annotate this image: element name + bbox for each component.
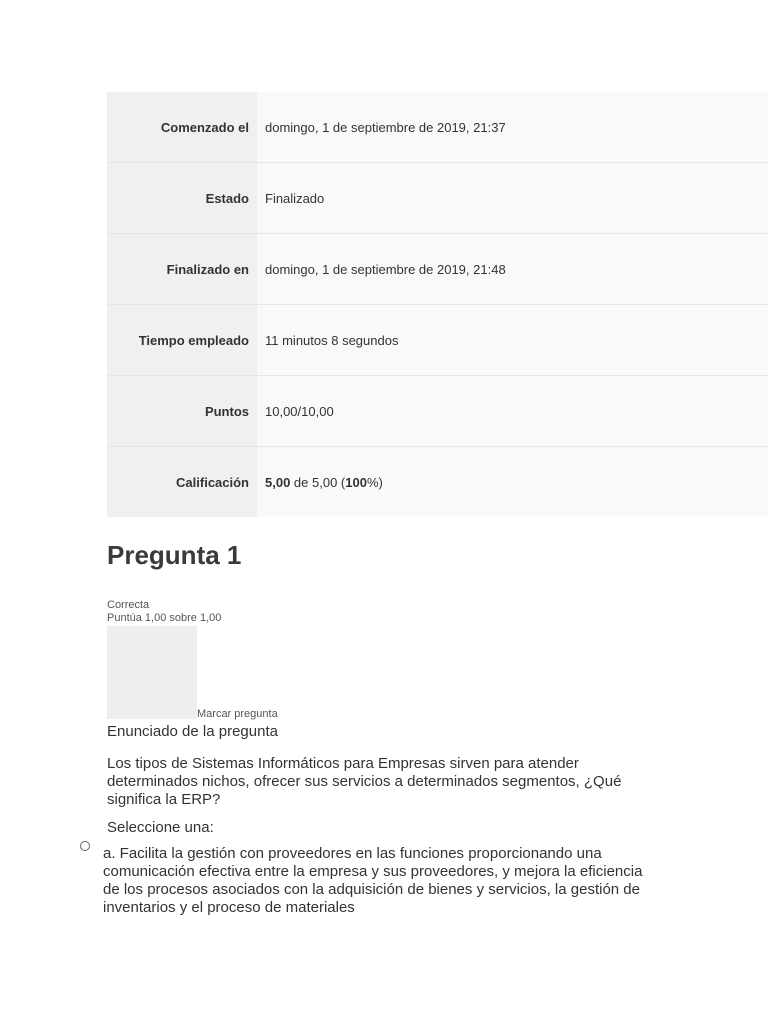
answer-radio-a[interactable] — [80, 841, 90, 851]
summary-row-started — [107, 92, 768, 163]
question-text: Los tipos de Sistemas Informáticos para Empresas sirven para atender determinados nichos, ofrecer sus servicios a determinados segmentos, ¿Qué significa la ERP? — [107, 755, 622, 808]
flag-icon[interactable] — [107, 626, 197, 719]
summary-value: domingo, 1 de septiembre de 2019, 21:48 — [257, 234, 768, 304]
summary-value: Finalizado — [257, 163, 768, 233]
summary-row-marks — [107, 376, 768, 447]
summary-label: Tiempo empleado — [107, 305, 257, 375]
answer-option-a[interactable]: a. Facilita la gestión con proveedores en las funciones proporcionando una comunicación efectiva entre la empresa y sus proveedores, y mejora la eficiencia de los procesos asociados con la adquisición de bienes y servicios, la gestión de inventarios y el proceso de materiales — [103, 845, 643, 916]
select-prompt: Seleccione una: — [107, 819, 214, 836]
summary-value: 10,00/10,00 — [257, 376, 768, 446]
summary-label: Puntos — [107, 376, 257, 446]
question-grade: Puntúa 1,00 sobre 1,00 — [107, 612, 222, 624]
summary-label: Finalizado en — [107, 234, 257, 304]
summary-row-grade — [107, 447, 768, 517]
summary-label: Calificación — [107, 447, 257, 517]
summary-label: Comenzado el — [107, 92, 257, 162]
statement-heading: Enunciado de la pregunta — [107, 723, 278, 740]
attempt-summary-table — [107, 92, 768, 517]
summary-row-state — [107, 163, 768, 234]
summary-value-grade — [257, 447, 768, 517]
summary-value: domingo, 1 de septiembre de 2019, 21:37 — [257, 92, 768, 162]
flag-question-link[interactable]: Marcar pregunta — [197, 708, 278, 720]
summary-value: 11 minutos 8 segundos — [257, 305, 768, 375]
summary-row-time-taken — [107, 305, 768, 376]
grade-score: 5,00 — [265, 474, 291, 490]
question-title: Pregunta 1 — [107, 540, 242, 570]
grade-mid: de 5,00 ( — [290, 474, 346, 490]
grade-end: %) — [366, 474, 383, 490]
question-state: Correcta — [107, 599, 150, 611]
summary-label: Estado — [107, 163, 257, 233]
grade-percent: 100 — [345, 474, 367, 490]
question-info — [107, 599, 221, 625]
summary-row-finished — [107, 234, 768, 305]
